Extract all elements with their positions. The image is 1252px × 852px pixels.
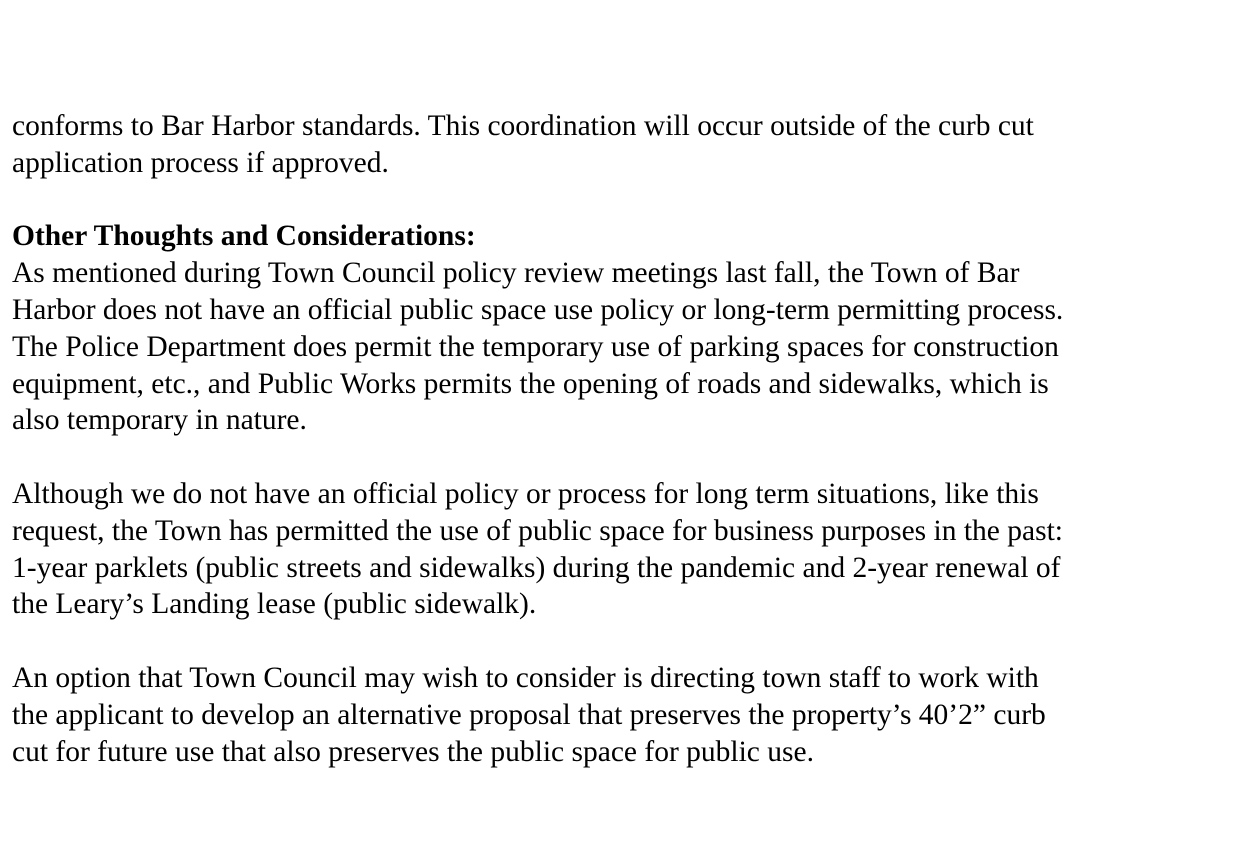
- paragraph-3: [12, 660, 1237, 770]
- paragraph-1-line-5: also temporary in nature.: [12, 404, 307, 437]
- intro-line-2: application process if approved.: [12, 146, 389, 179]
- paragraph-spacer: [12, 182, 1237, 219]
- paragraph-3-line-2: the applicant to develop an alternative proposal that preserves the property’s 40’2” curb: [12, 698, 1046, 731]
- paragraph-1-line-2: Harbor does not have an official public space use policy or long-term permitting process.: [12, 293, 1064, 326]
- paragraph-1: [12, 255, 1237, 439]
- paragraph-2-line-1: Although we do not have an official policy or process for long term situations, like this: [12, 477, 1039, 510]
- paragraph-spacer: [12, 623, 1237, 660]
- paragraph-1-line-1: As mentioned during Town Council policy review meetings last fall, the Town of Bar: [12, 257, 1020, 290]
- paragraph-2-line-4: the Leary’s Landing lease (public sidewalk).: [12, 588, 537, 621]
- document-page: [12, 108, 1237, 770]
- intro-line-1: conforms to Bar Harbor standards. This coordination will occur outside of the curb cut: [12, 110, 1034, 142]
- paragraph-spacer: [12, 439, 1237, 476]
- paragraph-2: [12, 476, 1237, 623]
- paragraph-1-line-3: The Police Department does permit the temporary use of parking spaces for construction: [12, 330, 1059, 363]
- section-heading: Other Thoughts and Considerations:: [12, 220, 476, 253]
- intro-paragraph: [12, 108, 1237, 182]
- paragraph-3-line-3: cut for future use that also preserves the public space for public use.: [12, 735, 814, 768]
- paragraph-1-line-4: equipment, etc., and Public Works permits the opening of roads and sidewalks, which is: [12, 367, 1049, 400]
- paragraph-2-line-3: 1-year parklets (public streets and sidewalks) during the pandemic and 2-year renewal of: [12, 551, 1061, 584]
- paragraph-2-line-2: request, the Town has permitted the use of public space for business purposes in the past:: [12, 514, 1063, 547]
- paragraph-3-line-1: An option that Town Council may wish to consider is directing town staff to work with: [12, 661, 1039, 694]
